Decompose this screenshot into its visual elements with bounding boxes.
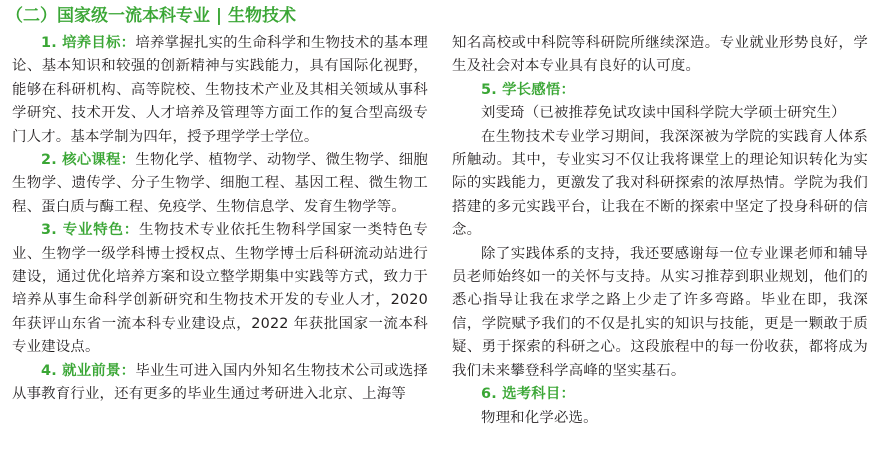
reflection-author: 刘雯琦（已被推荐免试攻读中国科学院大学硕士研究生） — [481, 105, 846, 122]
reflection-paragraph-1: 在生物技术专业学习期间，我深深被为学院的实践育人体系所触动。其中，专业实习不仅让我将课堂上的理论知识转化为实际的实践能力，更激发了我对科研探索的浓厚热情。学院为我们搭建的多元实践平台，让我在不断的探索中坚定了投身科研的信念。 — [452, 128, 868, 239]
right-column — [452, 32, 868, 430]
section-core-courses — [12, 149, 428, 219]
reflection-paragraph-2: 除了实践体系的支持，我还要感谢每一位专业课老师和辅导员老师始终如一的关怀与支持。从实习推荐到职业规划，他们的悉心指导让我在求学之路上少走了许多弯路。毕业在即，我深信，学院赋予我们的不仅是扎实的知识与技能，更是一颗敢于质疑、勇于探索的科研之心。这段旅程中的每一份收获，都将成为我们未来攀登科学高峰的坚实基石。 — [452, 245, 868, 379]
senior-reflection-label: 5. 学长感悟： — [481, 81, 576, 98]
career-text-continued: 知名高校或中科院等科研院所继续深造。专业就业形势良好，学生及社会对本专业具有良好的认可度。 — [452, 35, 868, 75]
career-label: 4. 就业前景： — [41, 362, 136, 379]
section-title: （二）国家级一流本科专业 | 生物技术 — [6, 6, 297, 26]
training-goal-text: 培养掌握扎实的生命科学和生物技术的基本理论、基本知识和较强的创新精神与实践能力，具有国际化视野，能够在科研机构、高等院校、生物技术产业及其相关领域从事科学研究、技术开发、人才培养及管理等方面工作的复合型高级专门人才。基本学制为四年，授予理学学士学位。 — [12, 35, 428, 145]
core-courses-label: 2. 核心课程： — [41, 152, 136, 169]
section-training-goal — [12, 32, 428, 149]
left-column — [12, 32, 428, 407]
exam-subjects-text: 物理和化学必选。 — [481, 409, 598, 426]
section-features — [12, 219, 428, 359]
features-label: 3. 专业特色： — [41, 222, 139, 239]
career-text: 毕业生可进入国内外知名生物技术公司或选择从事教育行业，还有更多的毕业生通过考研进入北京、上海等 — [12, 362, 428, 403]
section-exam-subjects — [452, 383, 868, 406]
exam-subjects-label: 6. 选考科目： — [481, 386, 576, 403]
section-career — [12, 360, 428, 407]
section-senior-reflection — [452, 79, 868, 102]
core-courses-text: 生物化学、植物学、动物学、微生物学、细胞生物学、遗传学、分子生物学、细胞工程、基因工程、微生物工程、蛋白质与酶工程、免疫学、生物信息学、发育生物学等。 — [12, 152, 428, 215]
features-text: 生物技术专业依托生物科学国家一类特色专业、生物学一级学科博士授权点、生物学博士后科研流动站进行建设，通过优化培养方案和设立整学期集中实践等方式，致力于培养从事生命科学创新研究和生物技术开发的专业人才，2020 年获评山东省一流本科专业建设点，2022 年获批国家一流本科专业建设点。 — [12, 222, 428, 356]
training-goal-label: 1. 培养目标： — [41, 35, 136, 51]
